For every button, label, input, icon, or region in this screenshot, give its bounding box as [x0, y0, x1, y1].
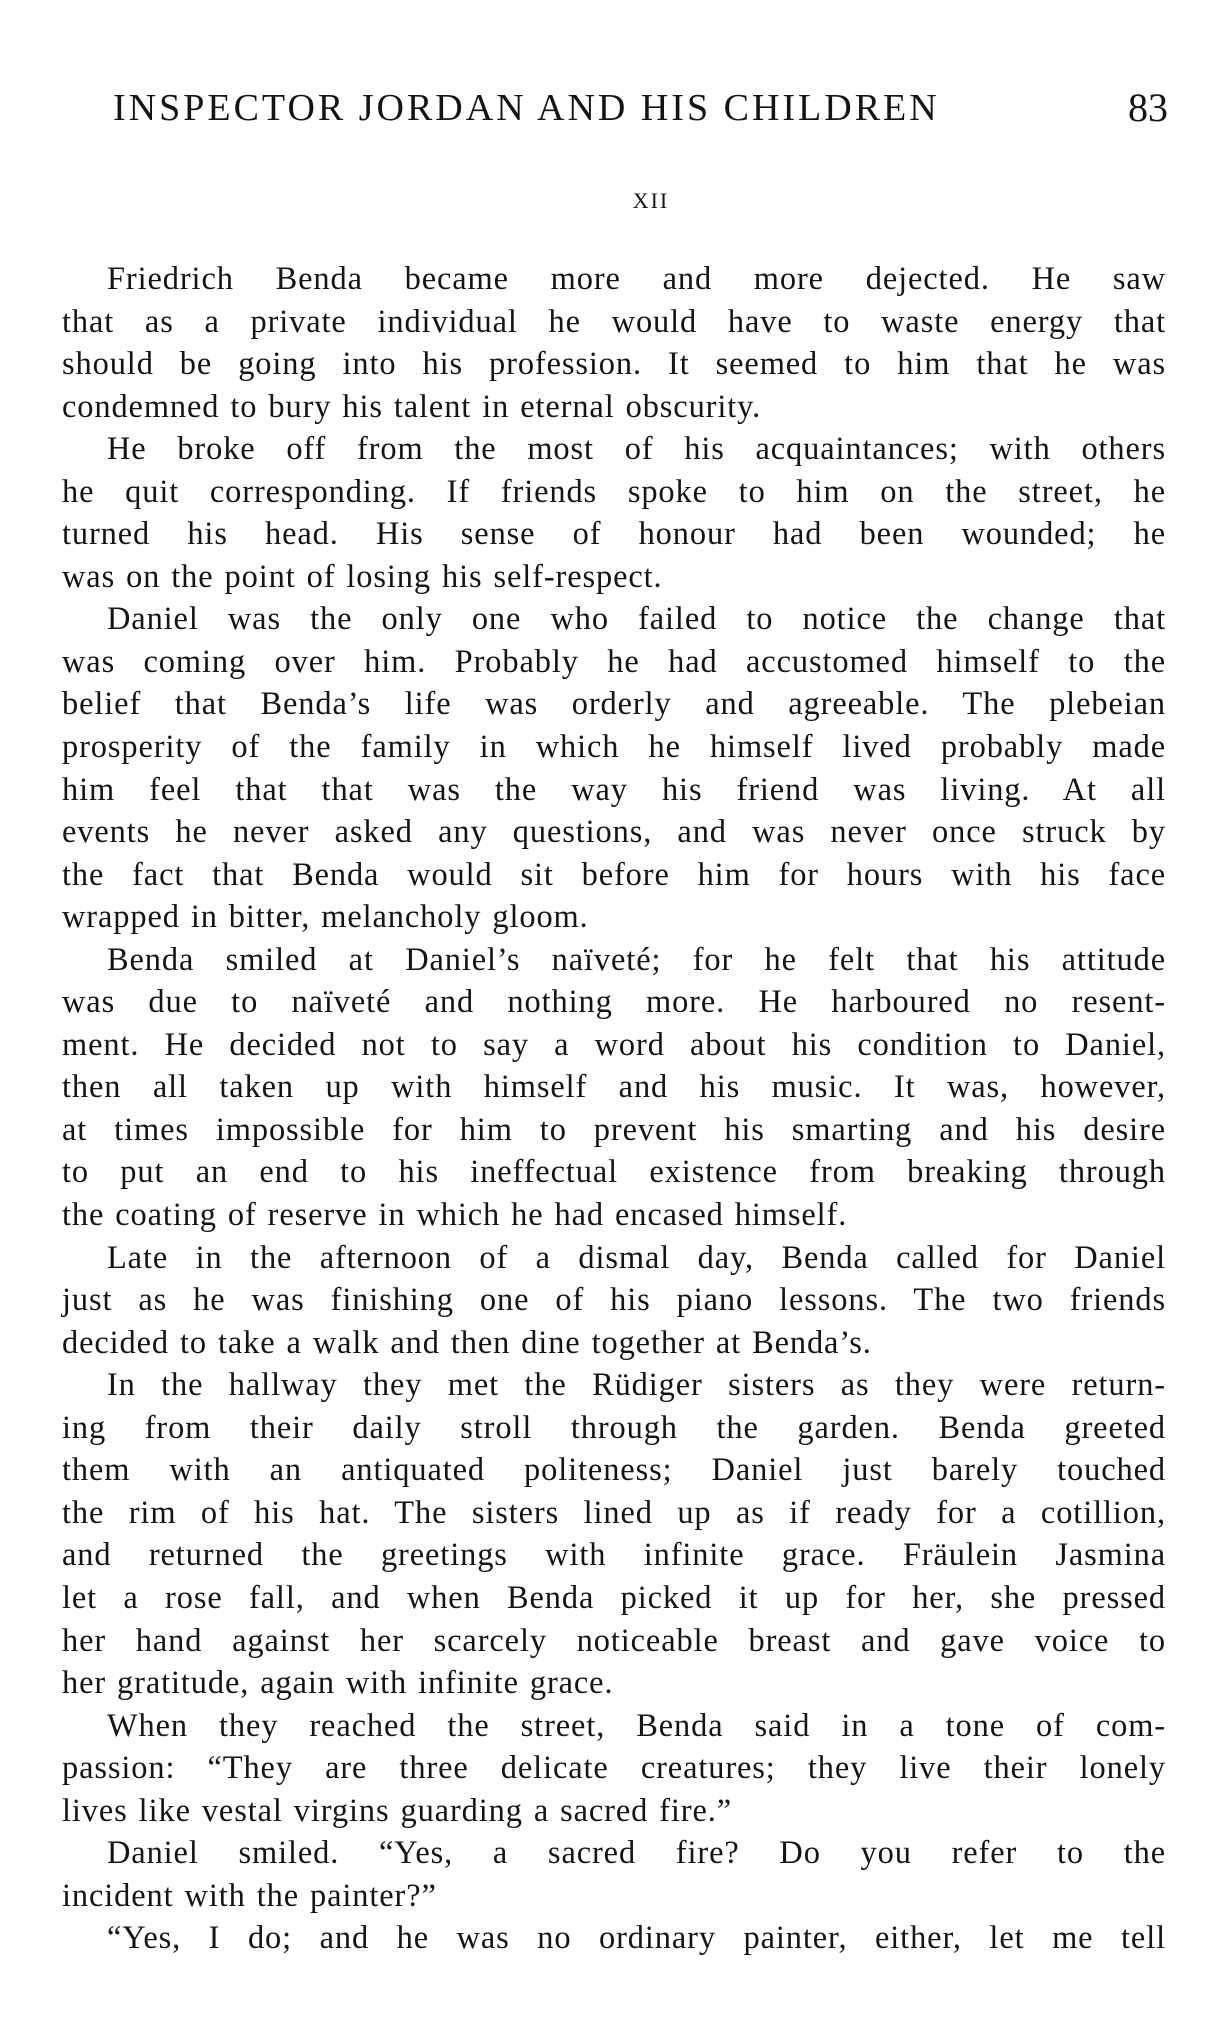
- paragraph: [62, 939, 1166, 1237]
- text-line: her gratitude, again with infinite grace.: [62, 1665, 614, 1702]
- text-line: let a rose fall, and when Benda picked it up for her, she pressed: [62, 1579, 1166, 1616]
- text-line: prosperity of the family in which he himself lived probably made: [62, 729, 1166, 766]
- text-line: condemned to bury his talent in eternal obscurity.: [62, 388, 762, 425]
- text-line: ment. He decided not to say a word about his condition to Daniel,: [62, 1026, 1166, 1063]
- text-line: events he never asked any questions, and was never once struck by: [62, 814, 1166, 851]
- paragraph: [62, 1705, 1166, 1833]
- paragraph: [62, 1364, 1166, 1704]
- text-line: incident with the painter?”: [62, 1877, 437, 1914]
- text-line: passion: “They are three delicate creatures; they live their lonely: [62, 1750, 1166, 1787]
- text-line: then all taken up with himself and his music. It was, however,: [62, 1069, 1166, 1106]
- paragraph: [62, 428, 1166, 598]
- running-head: [113, 80, 1168, 136]
- body-text: [62, 258, 1166, 1960]
- running-title: INSPECTOR JORDAN AND HIS CHILDREN: [113, 87, 940, 129]
- paragraph: [62, 1237, 1166, 1365]
- text-line: belief that Benda’s life was orderly and agreeable. The plebeian: [62, 686, 1166, 723]
- text-line: He broke off from the most of his acquaintances; with others: [107, 431, 1166, 468]
- text-line: her hand against her scarcely noticeable breast and gave voice to: [62, 1622, 1166, 1659]
- text-line: turned his head. His sense of honour had been wounded; he: [62, 516, 1166, 553]
- text-line: lives like vestal virgins guarding a sacred fire.”: [62, 1792, 733, 1829]
- text-line: wrapped in bitter, melancholy gloom.: [62, 899, 589, 936]
- text-line: the fact that Benda would sit before him for hours with his face: [62, 856, 1166, 893]
- page-number: 83: [1128, 85, 1168, 130]
- text-line: was coming over him. Probably he had accustomed himself to the: [62, 643, 1166, 680]
- text-line: Friedrich Benda became more and more dejected. He saw: [107, 261, 1166, 297]
- text-line: them with an antiquated politeness; Daniel just barely touched: [62, 1452, 1166, 1489]
- margin-smudge: [6, 130, 20, 148]
- text-line: at times impossible for him to prevent his smarting and his desire: [62, 1111, 1166, 1148]
- paragraph: [62, 1832, 1166, 1917]
- text-line: him feel that that was the way his friend was living. At all: [62, 771, 1166, 808]
- text-line: When they reached the street, Benda said in a tone of com-: [107, 1707, 1166, 1744]
- text-line: should be going into his profession. It seemed to him that he was: [62, 346, 1166, 383]
- text-line: In the hallway they met the Rüdiger sisters as they were return-: [107, 1367, 1166, 1404]
- text-line: Late in the afternoon of a dismal day, Benda called for Daniel: [107, 1239, 1166, 1276]
- text-line: the coating of reserve in which he had encased himself.: [62, 1197, 848, 1234]
- text-line: was on the point of losing his self-respect.: [62, 558, 663, 595]
- text-line: Daniel was the only one who failed to notice the change that: [107, 601, 1166, 638]
- text-line: to put an end to his ineffectual existence from breaking through: [62, 1154, 1166, 1191]
- text-line: was due to naïveté and nothing more. He harboured no resent-: [62, 984, 1166, 1021]
- text-line: that as a private individual he would have to waste energy that: [62, 303, 1166, 340]
- text-line: he quit corresponding. If friends spoke to him on the street, he: [62, 473, 1166, 510]
- text-line: “Yes, I do; and he was no ordinary painter, either, let me tell: [107, 1920, 1166, 1957]
- text-line: and returned the greetings with infinite grace. Fräulein Jasmina: [62, 1537, 1166, 1574]
- text-line: decided to take a walk and then dine together at Benda’s.: [62, 1324, 872, 1361]
- paragraph: [62, 598, 1166, 938]
- text-line: the rim of his hat. The sisters lined up as if ready for a cotillion,: [62, 1494, 1166, 1531]
- section-number: XII: [632, 188, 670, 213]
- text-line: ing from their daily stroll through the garden. Benda greeted: [62, 1409, 1166, 1446]
- text-line: Benda smiled at Daniel’s naïveté; for he felt that his attitude: [107, 941, 1166, 978]
- paragraph: [62, 1917, 1166, 1960]
- text-line: just as he was finishing one of his piano lessons. The two friends: [62, 1282, 1166, 1319]
- paragraph: [62, 258, 1166, 428]
- text-line: Daniel smiled. “Yes, a sacred fire? Do you refer to the: [107, 1835, 1166, 1872]
